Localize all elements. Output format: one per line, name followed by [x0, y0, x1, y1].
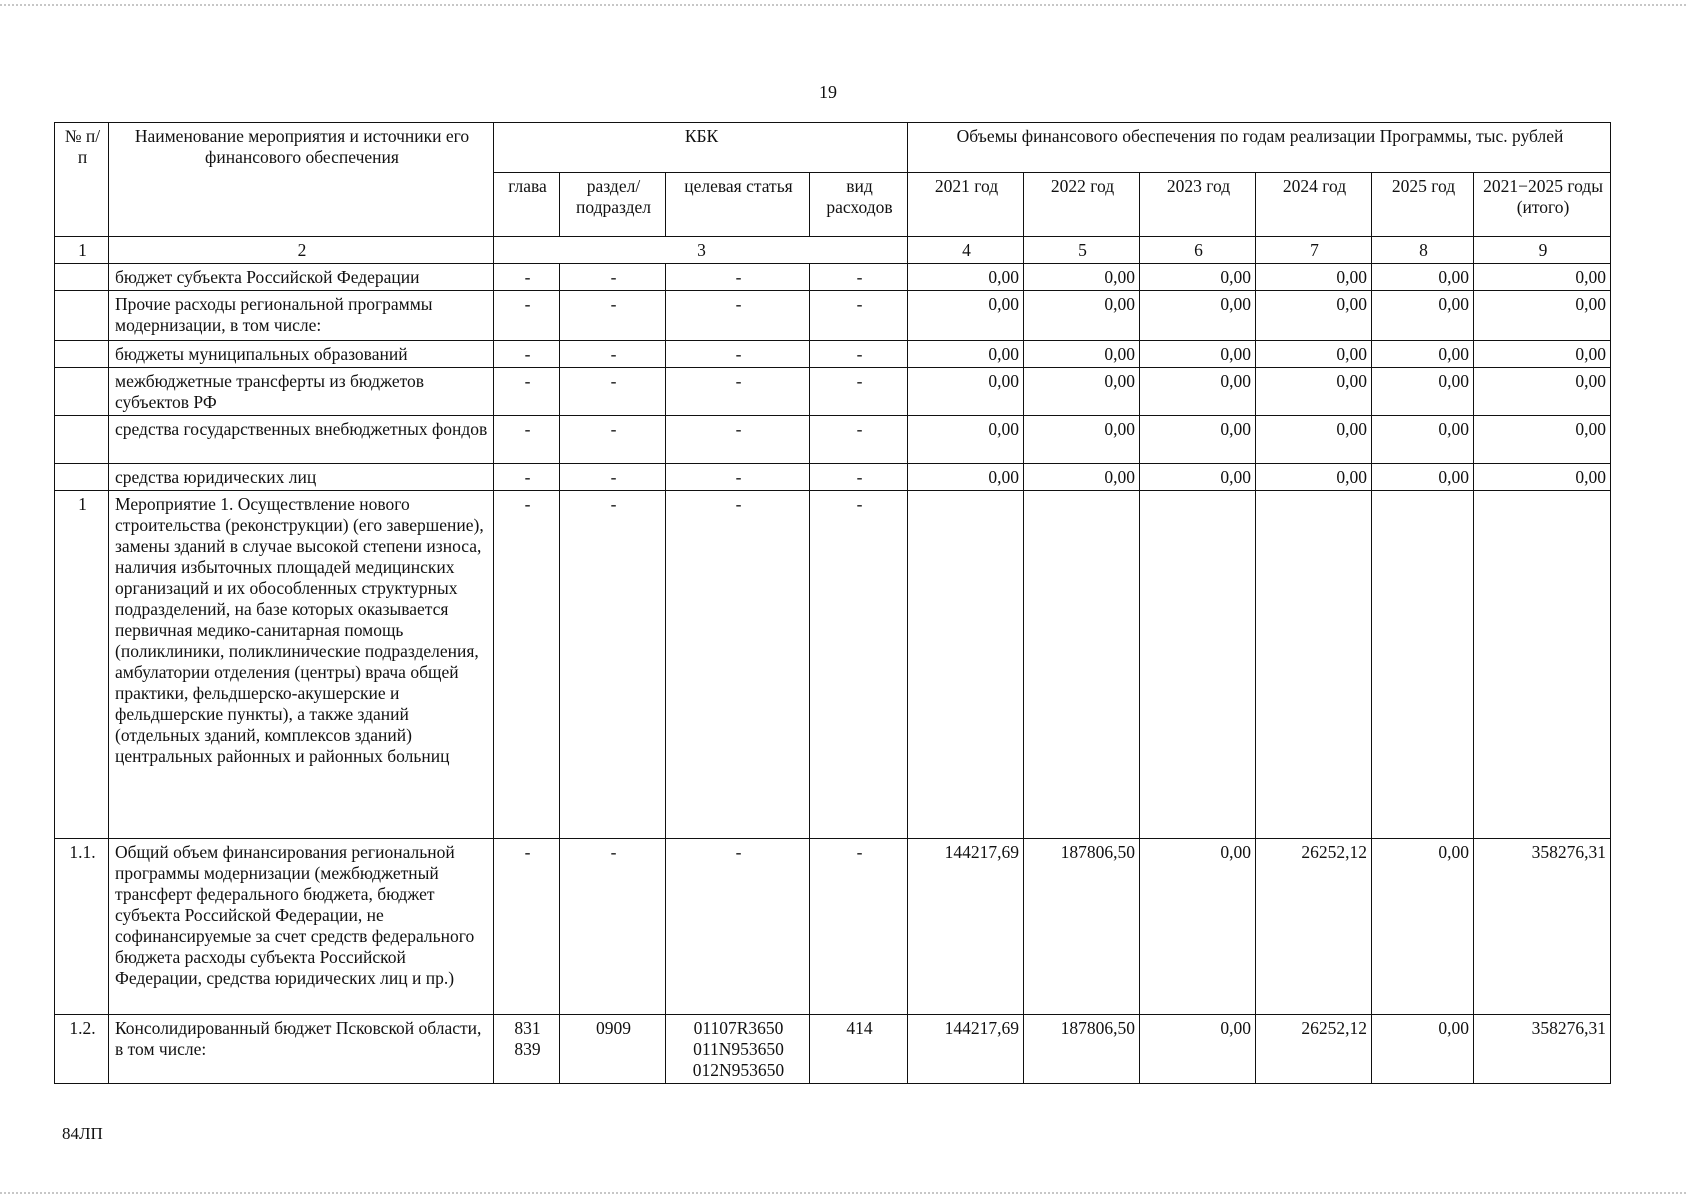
row-name: бюджеты муниципальных образований: [109, 341, 494, 368]
value-cell: 0,00: [1140, 1015, 1256, 1084]
table-body: [55, 264, 1611, 1084]
value-cell: 0,00: [1474, 368, 1611, 416]
value-cell: 0,00: [908, 368, 1024, 416]
value-cell: 0,00: [908, 264, 1024, 291]
index-cell: 7: [1256, 237, 1372, 264]
kbk-chapter: -: [494, 491, 560, 839]
kbk-chapter: -: [494, 291, 560, 341]
kbk-section: -: [560, 368, 666, 416]
value-cell: 144217,69: [908, 1015, 1024, 1084]
kbk-chapter: -: [494, 416, 560, 464]
kbk-target: -: [666, 839, 810, 1015]
row-number: [55, 341, 109, 368]
value-cell: 0,00: [1372, 1015, 1474, 1084]
kbk-chapter: -: [494, 264, 560, 291]
value-cell: [1256, 491, 1372, 839]
header-year-total: 2021−2025 годы (итого): [1474, 173, 1611, 237]
value-cell: 0,00: [1024, 368, 1140, 416]
header-col-kbk: КБК: [494, 123, 908, 173]
value-cell: 0,00: [1140, 264, 1256, 291]
index-cell: 4: [908, 237, 1024, 264]
kbk-section: -: [560, 416, 666, 464]
kbk-target: -: [666, 368, 810, 416]
value-cell: 0,00: [1140, 839, 1256, 1015]
value-cell: [1474, 491, 1611, 839]
value-cell: 26252,12: [1256, 1015, 1372, 1084]
row-name: Общий объем финансирования региональной программы модернизации (межбюджетный трансферт федерального бюджета, бюджет субъекта Российской Федерации, не софинансируемые за счет средств федерального бюджета расходы субъекта Российской Федерации, средства юридических лиц и пр.): [109, 839, 494, 1015]
kbk-type: -: [810, 291, 908, 341]
kbk-section: -: [560, 491, 666, 839]
value-cell: 0,00: [1256, 464, 1372, 491]
footer-code: 84ЛП: [62, 1124, 103, 1143]
kbk-chapter: -: [494, 839, 560, 1015]
kbk-type: -: [810, 416, 908, 464]
index-cell: 3: [494, 237, 908, 264]
kbk-type: 414: [810, 1015, 908, 1084]
table-row: [55, 839, 1611, 1015]
kbk-chapter: -: [494, 368, 560, 416]
header-kbk-chapter: глава: [494, 173, 560, 237]
kbk-chapter: -: [494, 464, 560, 491]
kbk-target: -: [666, 291, 810, 341]
row-number: 1.1.: [55, 839, 109, 1015]
value-cell: [1024, 491, 1140, 839]
row-number: 1: [55, 491, 109, 839]
row-number: [55, 291, 109, 341]
index-row: [55, 237, 1611, 264]
kbk-section: 0909: [560, 1015, 666, 1084]
value-cell: 358276,31: [1474, 839, 1611, 1015]
index-cell: 2: [109, 237, 494, 264]
value-cell: 0,00: [1372, 264, 1474, 291]
table-row: [55, 464, 1611, 491]
value-cell: 0,00: [1256, 291, 1372, 341]
kbk-type: -: [810, 839, 908, 1015]
value-cell: 0,00: [1372, 416, 1474, 464]
row-name: средства государственных внебюджетных фондов: [109, 416, 494, 464]
kbk-target: -: [666, 491, 810, 839]
value-cell: 358276,31: [1474, 1015, 1611, 1084]
row-name: Консолидированный бюджет Псковской области, в том числе:: [109, 1015, 494, 1084]
value-cell: 0,00: [1372, 368, 1474, 416]
row-number: 1.2.: [55, 1015, 109, 1084]
value-cell: 0,00: [1256, 368, 1372, 416]
value-cell: 0,00: [1474, 464, 1611, 491]
value-cell: 0,00: [1140, 341, 1256, 368]
header-kbk-section: раздел/ подраздел: [560, 173, 666, 237]
value-cell: 0,00: [1372, 839, 1474, 1015]
value-cell: 144217,69: [908, 839, 1024, 1015]
header-year-2023: 2023 год: [1140, 173, 1256, 237]
value-cell: 0,00: [1256, 264, 1372, 291]
kbk-target: -: [666, 464, 810, 491]
table-row: [55, 491, 1611, 839]
value-cell: 0,00: [1372, 341, 1474, 368]
kbk-chapter: 831 839: [494, 1015, 560, 1084]
row-number: [55, 416, 109, 464]
value-cell: 0,00: [1024, 291, 1140, 341]
kbk-section: -: [560, 291, 666, 341]
table-row: [55, 368, 1611, 416]
table-row: [55, 291, 1611, 341]
value-cell: 0,00: [908, 341, 1024, 368]
kbk-target: -: [666, 416, 810, 464]
kbk-type: -: [810, 368, 908, 416]
kbk-section: -: [560, 341, 666, 368]
header-col-volumes: Объемы финансового обеспечения по годам реализации Программы, тыс. рублей: [908, 123, 1611, 173]
index-cell: 5: [1024, 237, 1140, 264]
row-number: [55, 368, 109, 416]
kbk-target: 01107R3650 011N953650 012N953650: [666, 1015, 810, 1084]
kbk-section: -: [560, 464, 666, 491]
value-cell: 0,00: [908, 464, 1024, 491]
row-name: межбюджетные трансферты из бюджетов субъектов РФ: [109, 368, 494, 416]
table-row: [55, 264, 1611, 291]
value-cell: 0,00: [1474, 264, 1611, 291]
kbk-section: -: [560, 839, 666, 1015]
value-cell: 0,00: [1372, 464, 1474, 491]
kbk-type: -: [810, 341, 908, 368]
value-cell: 26252,12: [1256, 839, 1372, 1015]
row-name: бюджет субъекта Российской Федерации: [109, 264, 494, 291]
scan-edge-bottom: [0, 1192, 1686, 1197]
header-kbk-target: целевая статья: [666, 173, 810, 237]
value-cell: [908, 491, 1024, 839]
value-cell: 187806,50: [1024, 839, 1140, 1015]
value-cell: 0,00: [1024, 264, 1140, 291]
row-number: [55, 264, 109, 291]
value-cell: 0,00: [1372, 291, 1474, 341]
kbk-section: -: [560, 264, 666, 291]
kbk-target: -: [666, 341, 810, 368]
header-row-1: [55, 123, 1611, 173]
value-cell: 0,00: [1024, 464, 1140, 491]
value-cell: 187806,50: [1024, 1015, 1140, 1084]
index-cell: 8: [1372, 237, 1474, 264]
row-number: [55, 464, 109, 491]
value-cell: 0,00: [1140, 464, 1256, 491]
value-cell: 0,00: [1256, 416, 1372, 464]
value-cell: [1372, 491, 1474, 839]
header-col-num: № п/п: [55, 123, 109, 237]
scan-edge-top: [0, 4, 1686, 9]
kbk-chapter: -: [494, 341, 560, 368]
header-year-2025: 2025 год: [1372, 173, 1474, 237]
page-number: 19: [819, 82, 837, 102]
value-cell: 0,00: [1140, 368, 1256, 416]
kbk-target: -: [666, 264, 810, 291]
row-name: Мероприятие 1. Осуществление нового строительства (реконструкции) (его завершение), замены зданий в случае высокой степени износа, наличия избыточных площадей медицинских организаций и их обособленных структурных подразделений, на базе которых оказывается первичная медико-санитарная помощь (поликлиники, поликлинические подразделения, амбулатории отделения (центры) врача общей практики, фельдшерско-акушерские и фельдшерские пункты), а также зданий (отдельных зданий, комплексов зданий) центральных районных и районных больниц: [109, 491, 494, 839]
index-cell: 6: [1140, 237, 1256, 264]
header-year-2022: 2022 год: [1024, 173, 1140, 237]
value-cell: 0,00: [1474, 416, 1611, 464]
value-cell: 0,00: [1474, 341, 1611, 368]
header-year-2024: 2024 год: [1256, 173, 1372, 237]
row-name: средства юридических лиц: [109, 464, 494, 491]
value-cell: 0,00: [908, 291, 1024, 341]
index-cell: 1: [55, 237, 109, 264]
value-cell: 0,00: [1140, 416, 1256, 464]
index-cell: 9: [1474, 237, 1611, 264]
kbk-type: -: [810, 464, 908, 491]
table-row: [55, 1015, 1611, 1084]
table-row: [55, 341, 1611, 368]
value-cell: 0,00: [908, 416, 1024, 464]
kbk-type: -: [810, 491, 908, 839]
value-cell: 0,00: [1256, 341, 1372, 368]
value-cell: 0,00: [1140, 291, 1256, 341]
value-cell: 0,00: [1474, 291, 1611, 341]
value-cell: 0,00: [1024, 416, 1140, 464]
kbk-type: -: [810, 264, 908, 291]
financing-table: [54, 122, 1611, 1084]
header-year-2021: 2021 год: [908, 173, 1024, 237]
header-kbk-type: вид расходов: [810, 173, 908, 237]
header-col-name: Наименование мероприятия и источники его финансового обеспечения: [109, 123, 494, 237]
value-cell: [1140, 491, 1256, 839]
row-name: Прочие расходы региональной программы модернизации, в том числе:: [109, 291, 494, 341]
value-cell: 0,00: [1024, 341, 1140, 368]
table-row: [55, 416, 1611, 464]
